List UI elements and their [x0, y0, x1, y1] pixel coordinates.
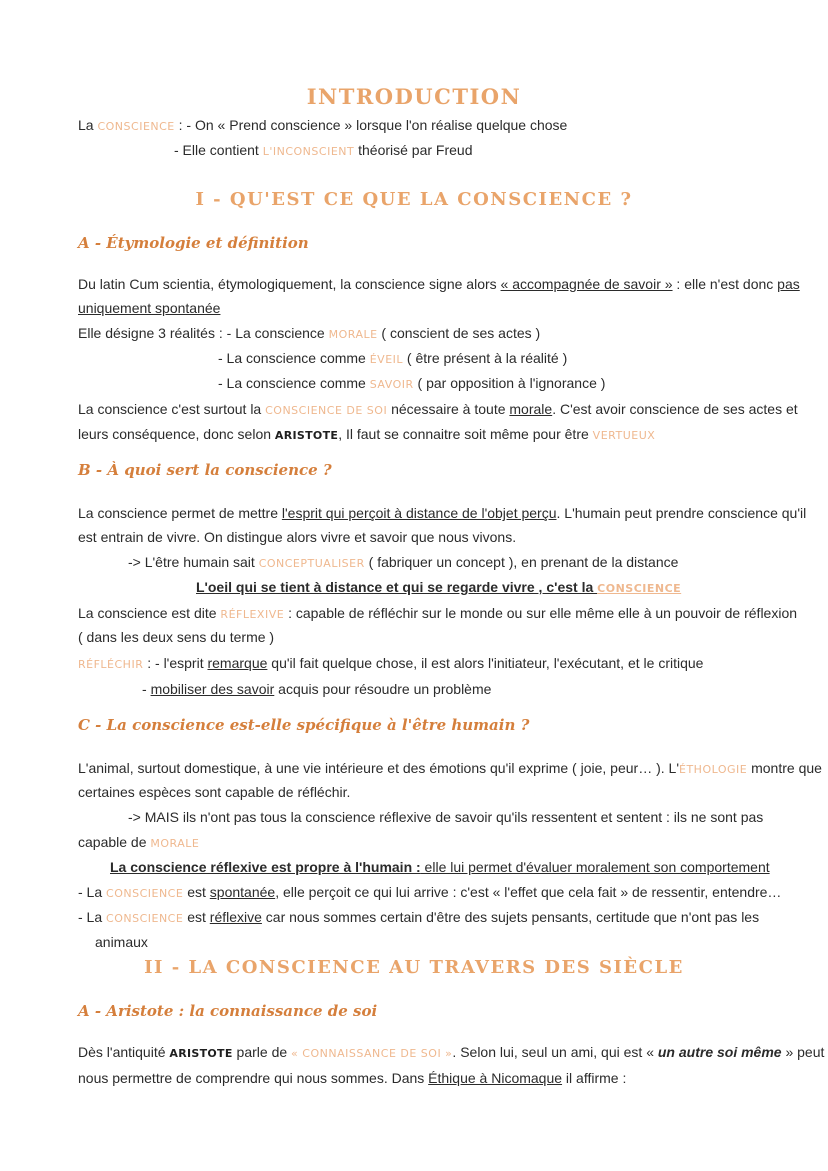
a-line-6: La conscience c'est surtout la CONSCIENCE DE SOI nécessaire à toute morale. C'est avoir conscience de ses actes et	[78, 401, 798, 417]
c-line-2: certaines espèces sont capable de réfléchir.	[78, 784, 351, 800]
a2-line-2: nous permettre de comprendre qui nous sommes. Dans Éthique à Nicomaque il affirme :	[78, 1070, 627, 1086]
subsection-b-heading: B - À quoi sert la conscience ?	[78, 461, 332, 479]
b-line-5: La conscience est dite RÉFLEXIVE : capable de réfléchir sur le monde ou sur elle même elle à un pouvoir de réflexion	[78, 605, 798, 621]
subsection-a-heading: A - Étymologie et définition	[78, 234, 309, 252]
b-line-7: RÉFLÉCHIR : - l'esprit remarque qu'il fait quelque chose, il est alors l'initiateur, l'exécutant, et le critique	[78, 655, 704, 671]
b-line-6: ( dans les deux sens du terme )	[78, 629, 275, 645]
c-line-3: -> MAIS ils n'ont pas tous la conscience réflexive de savoir qu'ils ressentent et sentent : ils ne sont pas	[128, 809, 764, 825]
section-1-title: I - QU'EST CE QUE LA CONSCIENCE ?	[195, 189, 633, 210]
b-line-2: est entrain de vivre. On distingue alors vivre et savoir que nous vivons.	[78, 529, 517, 545]
c-line-7: - La CONSCIENCE est réflexive car nous sommes certain d'être des sujets pensants, certitude que n'ont pas les	[78, 909, 760, 925]
b-line-4: L'oeil qui se tient à distance et qui se regarde vivre , c'est la CONSCIENCE	[196, 579, 682, 595]
c-line-6: - La CONSCIENCE est spontanée, elle perçoit ce qui lui arrive : c'est « l'effet que cela fait » de ressentir, entendre…	[78, 884, 782, 900]
subsection-a2-heading: A - Aristote : la connaissance de soi	[78, 1002, 378, 1020]
section-2-title: II - LA CONSCIENCE AU TRAVERS DES SIÈCLE	[144, 957, 684, 978]
intro-line-2: - Elle contient L'INCONSCIENT théorisé par Freud	[174, 142, 473, 158]
b-line-8: - mobiliser des savoir acquis pour résoudre un problème	[142, 681, 492, 697]
a-line-5: - La conscience comme SAVOIR ( par opposition à l'ignorance )	[218, 375, 606, 391]
page-title: INTRODUCTION	[306, 84, 522, 109]
a-line-2: uniquement spontanée	[78, 300, 221, 316]
intro-line-1: La CONSCIENCE : - On « Prend conscience » lorsque l'on réalise quelque chose	[78, 117, 568, 133]
a-line-7: leurs conséquence, donc selon ARISTOTE, Il faut se connaitre soit même pour être VERTUEUX	[78, 426, 656, 442]
a2-line-1: Dès l'antiquité ARISTOTE parle de « CONNAISSANCE DE SOI ». Selon lui, seul un ami, qui est « un autre soi même » peut	[78, 1044, 825, 1060]
b-line-3: -> L'être humain sait CONCEPTUALISER ( fabriquer un concept ), en prenant de la distance	[128, 554, 679, 570]
a-line-4: - La conscience comme ÉVEIL ( être présent à la réalité )	[218, 350, 568, 366]
c-line-1: L'animal, surtout domestique, à une vie intérieure et des émotions qu'il exprime ( joie, peur… ). L'ÉTHOLOGIE montre que	[78, 760, 822, 776]
subsection-c-heading: C - La conscience est-elle spécifique à l'être humain ?	[78, 716, 530, 734]
c-line-4: capable de MORALE	[78, 834, 200, 850]
c-line-5: La conscience réflexive est propre à l'humain : elle lui permet d'évaluer moralement son comportement	[110, 859, 770, 875]
c-line-8: animaux	[95, 934, 148, 950]
a-line-3: Elle désigne 3 réalités : - La conscience MORALE ( conscient de ses actes )	[78, 325, 541, 341]
b-line-1: La conscience permet de mettre l'esprit qui perçoit à distance de l'objet perçu. L'humain peut prendre conscience qu'il	[78, 505, 807, 521]
a-line-1: Du latin Cum scientia, étymologiquement, la conscience signe alors « accompagnée de savoir » : elle n'est donc pas	[78, 276, 800, 292]
